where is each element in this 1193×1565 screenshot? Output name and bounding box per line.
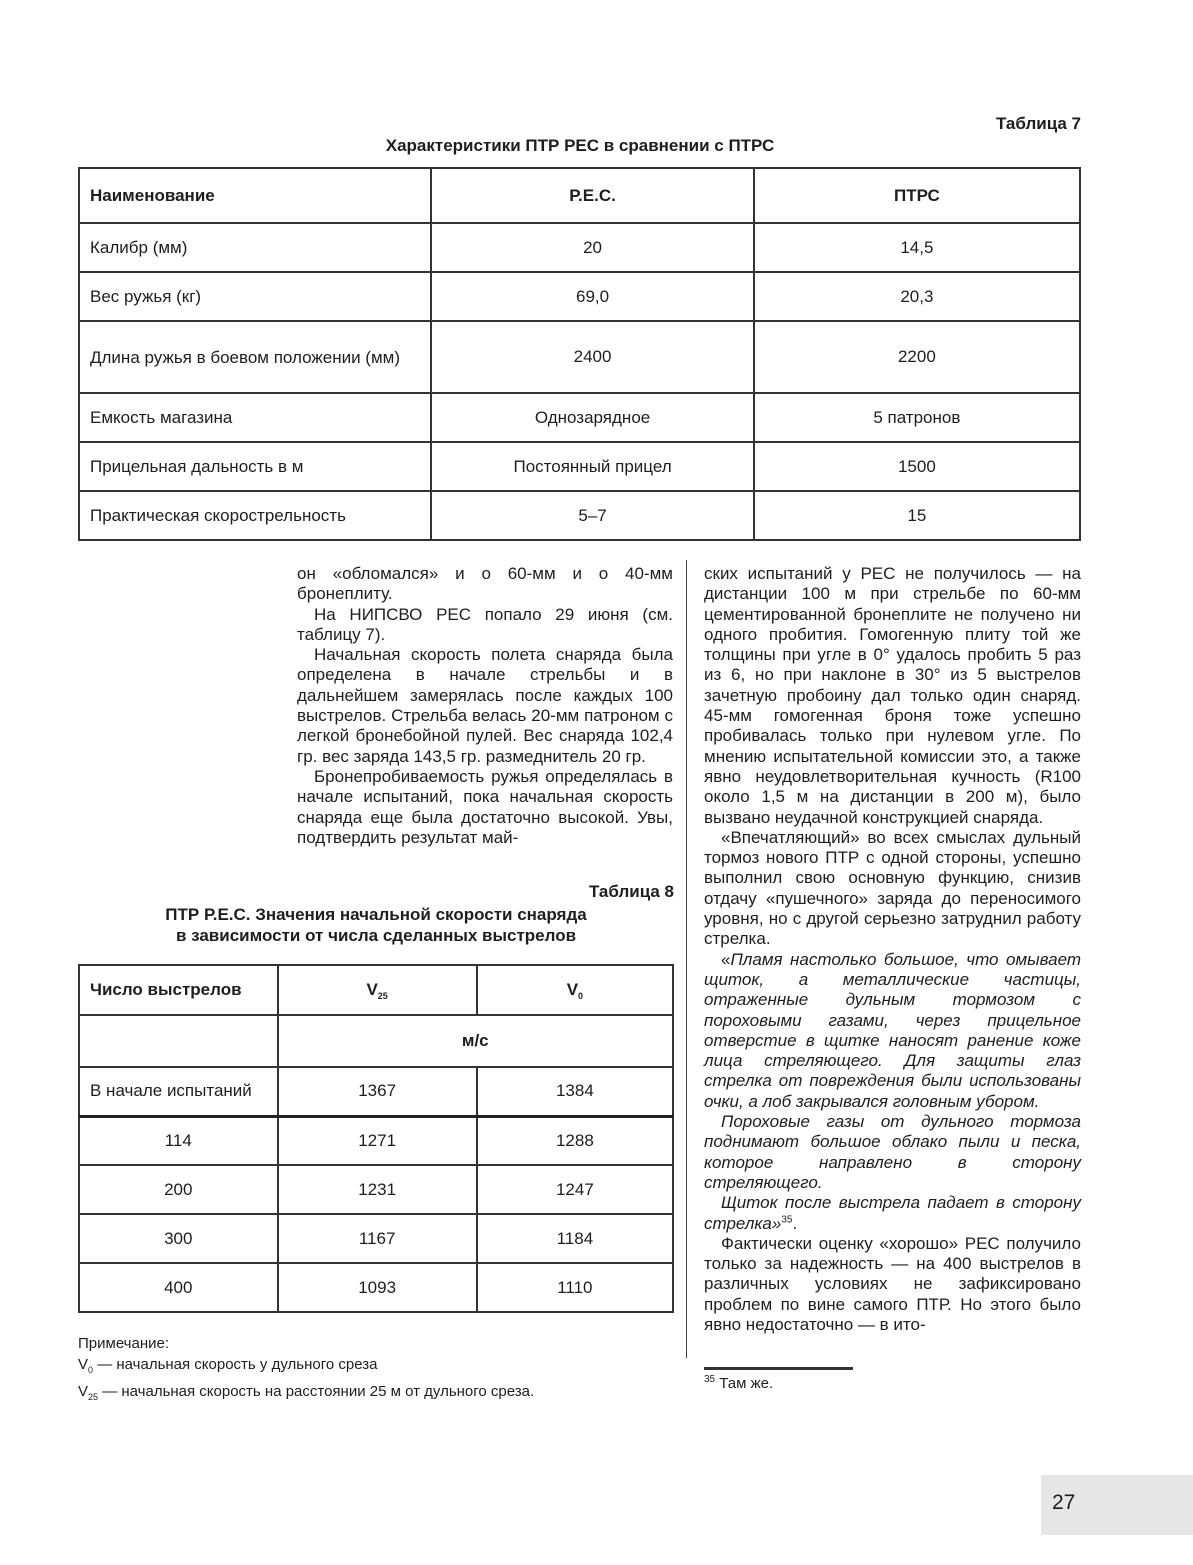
- table-row: [79, 272, 1080, 321]
- footnote-number: 35: [704, 1374, 716, 1385]
- note-subscript: 0: [88, 1365, 94, 1375]
- table-cell: 14,5: [754, 223, 1080, 272]
- page-number: 27: [1052, 1491, 1076, 1514]
- table-header-cell: [278, 965, 477, 1015]
- note-subscript: 25: [88, 1392, 99, 1402]
- table-cell: Однозарядное: [431, 393, 753, 442]
- table8-title-line: ПТР Р.Е.С. Значения начальной скорости снаряда: [165, 905, 587, 924]
- paragraph: ских испытаний у РЕС не получилось — на дистанции 100 м при стрельбе по 60-мм цементированной бронеплите не получено ни одного пробития. Гомогенную плиту той же толщины при угле в 0° удалось пробить 5 раз из 6, но при наклоне в 30° из 5 выстрелов зачетную пробоину дал только один снаряд. 45-мм гомогенная броня тоже успешно пробивалась только при нулевом угле. По мнению испытательной комиссии это, а также явно неудовлетворительная кучность (R100 около 1,5 м на дистанции в 200 м), было вызвано неудачной конструкцией снаряда.: [704, 564, 1081, 827]
- table-row: [79, 1263, 673, 1312]
- table-row: [79, 393, 1080, 442]
- table-cell: 69,0: [431, 272, 753, 321]
- table-header-cell: ПТРС: [754, 168, 1080, 223]
- table-cell: 1184: [477, 1214, 673, 1263]
- table8: [78, 964, 674, 1313]
- table-unit-row: [79, 1015, 673, 1067]
- table-cell: Калибр (мм): [79, 223, 431, 272]
- table-cell: Практическая скорострельность: [79, 491, 431, 540]
- table7-title: Характеристики ПТР РЕС в сравнении с ПТРС: [385, 136, 775, 155]
- table-cell: Емкость магазина: [79, 393, 431, 442]
- paragraph-quote: Пороховые газы от дульного тормоза поднимают большое облако пыли и песка, которое направлено в сторону стреляющего.: [704, 1112, 1081, 1192]
- paragraph-quote: [704, 950, 1081, 1112]
- v0-letter: V: [566, 979, 579, 999]
- unit-cell: м/с: [278, 1015, 673, 1067]
- table-cell: 1247: [477, 1165, 673, 1214]
- table-cell: 20: [431, 223, 753, 272]
- table8-notes: [78, 1333, 534, 1408]
- column-divider: [686, 560, 687, 1358]
- table-cell: В начале испытаний: [79, 1067, 278, 1116]
- table-header-cell: Число выстрелов: [79, 965, 278, 1015]
- table-cell: 1288: [477, 1116, 673, 1165]
- table8-label: Таблица 8: [588, 882, 674, 901]
- table-cell: 200: [79, 1165, 278, 1214]
- table-cell: 1231: [278, 1165, 477, 1214]
- table-cell: 1271: [278, 1116, 477, 1165]
- paragraph-quote: [704, 1193, 1081, 1234]
- quote-mark: «: [721, 949, 731, 969]
- table8-title-line: в зависимости от числа сделанных выстрелов: [175, 926, 577, 945]
- table-cell: 114: [79, 1116, 278, 1165]
- table-cell: 15: [754, 491, 1080, 540]
- table-row: [79, 1214, 673, 1263]
- table-cell: 5 патронов: [754, 393, 1080, 442]
- note-line: [78, 1354, 534, 1381]
- quote-text: Щиток после выстрела падает в сторону стрелка: [704, 1193, 1081, 1233]
- table-row: [79, 223, 1080, 272]
- table-cell: 400: [79, 1263, 278, 1312]
- table-row: [79, 491, 1080, 540]
- table-cell: 1500: [754, 442, 1080, 491]
- note-text: — начальная скорость у дульного среза: [93, 1356, 378, 1373]
- table7: [78, 167, 1081, 541]
- table-cell: Вес ружья (кг): [79, 272, 431, 321]
- table-row: [79, 1116, 673, 1165]
- table-cell: [79, 1015, 278, 1067]
- table8-title: [78, 904, 674, 946]
- note-line: [78, 1381, 534, 1408]
- table-cell: 1167: [278, 1214, 477, 1263]
- table-header-cell: Р.Е.С.: [431, 168, 753, 223]
- paragraph: Бронепробиваемость ружья определялась в начале испытаний, пока начальная скорость снаряда еще была достаточно высокой. Увы, подтвердить результат май-: [297, 766, 673, 847]
- table-row: [79, 442, 1080, 491]
- footnote-divider: [704, 1367, 853, 1370]
- table-cell: 2200: [754, 321, 1080, 393]
- table-row: [79, 321, 1080, 393]
- v0-subscript: 0: [578, 990, 584, 1001]
- text-column-left: [297, 564, 673, 848]
- table-row: [79, 1067, 673, 1116]
- table-cell: Постоянный прицел: [431, 442, 753, 491]
- footnote-ref: 35: [781, 1213, 793, 1225]
- table-header-cell: Наименование: [79, 168, 431, 223]
- v25-subscript: 25: [377, 990, 388, 1001]
- footnote: [704, 1375, 773, 1392]
- note-letter: V: [78, 1383, 89, 1400]
- v25-letter: V: [366, 979, 378, 999]
- table-cell: 1110: [477, 1263, 673, 1312]
- table-header-cell: [477, 965, 673, 1015]
- period: .: [792, 1213, 798, 1233]
- paragraph: На НИПСВО РЕС попало 29 июня (см. таблицу 7).: [297, 604, 673, 644]
- paragraph: «Впечатляющий» во всех смыслах дульный тормоз нового ПТР с одной стороны, успешно выполнил свою основную функцию, снизив отдачу «пушечного» заряда до переносимого уровня, но с другой серьезно затруднил работу стрелка.: [704, 827, 1081, 949]
- paragraph: Начальная скорость полета снаряда была определена в начале стрельбы и в дальнейшем замерялась после каждых 100 выстрелов. Стрельба велась 20-мм патроном с легкой бронебойной пулей. Вес снаряда 102,4 гр. вес заряда 143,5 гр. размеднитель 20 гр.: [297, 645, 673, 766]
- table-header-row: [79, 965, 673, 1015]
- paragraph: он «обломался» и о 60-мм и о 40-мм бронеплиту.: [297, 564, 673, 604]
- table-header-row: [79, 168, 1080, 223]
- table-cell: Длина ружья в боевом положении (мм): [79, 321, 431, 393]
- footnote-text: Там же.: [715, 1375, 774, 1392]
- note-text: — начальная скорость на расстоянии 25 м от дульного среза.: [98, 1383, 535, 1400]
- table-cell: 20,3: [754, 272, 1080, 321]
- text-column-right: [704, 564, 1081, 1335]
- notes-title: Примечание:: [78, 1335, 169, 1352]
- paragraph: Фактически оценку «хорошо» РЕС получило только за надежность — на 400 выстрелов в различных условиях не зафиксировано проблем по вине самого ПТР. Но этого было явно недостаточно — в ито-: [704, 1233, 1081, 1334]
- table-cell: 1093: [278, 1263, 477, 1312]
- table-cell: 1367: [278, 1067, 477, 1116]
- table-cell: 1384: [477, 1067, 673, 1116]
- table-cell: Прицельная дальность в м: [79, 442, 431, 491]
- table-row: [79, 1165, 673, 1214]
- note-letter: V: [78, 1356, 89, 1373]
- quote-text: Пламя настолько большое, что омывает щиток, а металлические частицы, отраженные дульным тормозом с пороховыми газами, через прицельное отверстие в щитке наносят ранение коже лица стреляющего. Для защиты глаз стрелка от повреждения были использованы очки, а лоб закрывался головным убором.: [704, 949, 1081, 1111]
- quote-mark: »: [771, 1213, 782, 1233]
- table-cell: 2400: [431, 321, 753, 393]
- table-cell: 300: [79, 1214, 278, 1263]
- table7-label: Таблица 7: [995, 114, 1081, 133]
- table-cell: 5–7: [431, 491, 753, 540]
